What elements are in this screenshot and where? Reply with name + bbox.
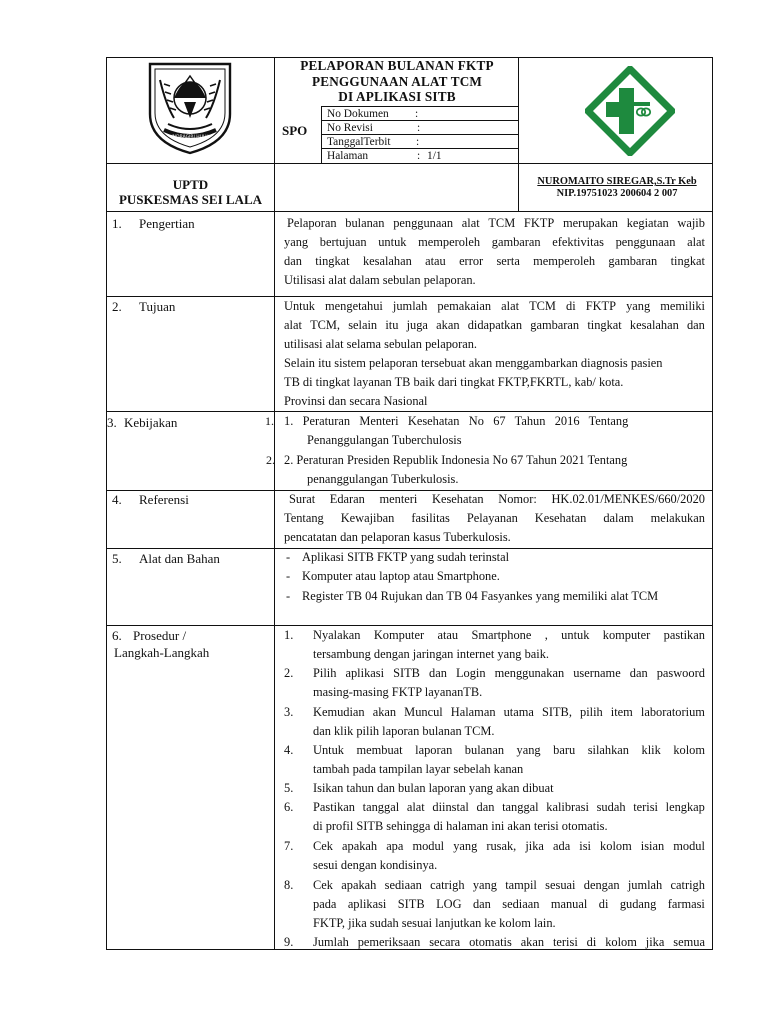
word: paswoord: [656, 666, 705, 680]
spo-label: SPO: [282, 123, 308, 138]
step-6-line-2: di profil SITB sehingga di halaman ini akan terisi otomatis.: [313, 819, 608, 833]
table-border-left: [106, 57, 107, 950]
word: catrigh: [430, 878, 465, 892]
word: Muncul: [404, 705, 443, 719]
section-title: Referensi: [139, 492, 189, 507]
signer-name: NUROMAITO SIREGAR,S.Tr Keb: [537, 176, 697, 187]
word: ada: [553, 839, 571, 853]
word: serta: [496, 254, 520, 268]
word: kolom: [600, 839, 632, 853]
word: Nyalakan: [313, 628, 361, 642]
meta-colon: :: [417, 122, 421, 134]
step-5-line-1: Isikan tahun dan bulan laporan yang akan dibuat: [313, 781, 554, 795]
word: semua: [673, 935, 705, 949]
word: pastikan: [663, 628, 705, 642]
word: dalam: [603, 511, 634, 525]
word: merupakan: [562, 216, 618, 230]
word: selain: [348, 318, 378, 332]
meta-label: TanggalTerbit: [327, 136, 391, 148]
word: aplikasi: [345, 666, 385, 680]
word: jika: [645, 935, 665, 949]
word: dan: [686, 318, 705, 332]
section-number: 2.: [112, 299, 122, 314]
word: silahkan: [587, 743, 629, 757]
org-line-1: UPTD: [172, 177, 209, 192]
word: untuk: [561, 628, 590, 642]
word: menggunakan: [494, 666, 565, 680]
step-9-line-1: [313, 933, 705, 952]
referensi-line-3: pencatatan dan pelaporan kasus Tuberkulosis.: [284, 530, 511, 544]
word: TCM,: [310, 318, 341, 332]
step-number-3: 3.: [284, 705, 294, 719]
step-number-4: 4.: [284, 743, 294, 757]
word: jumlah: [627, 878, 663, 892]
step-3-line-1: [313, 703, 705, 722]
word: didapatkan: [467, 318, 523, 332]
word: modul: [673, 839, 705, 853]
section-title: Prosedur /: [133, 628, 187, 643]
meta-label: Halaman: [327, 150, 369, 162]
word: mengetahui: [325, 299, 383, 313]
alat-item-1: Aplikasi SITB FKTP yang sudah terinstal: [302, 550, 510, 564]
word: bulanan: [464, 743, 505, 757]
word: wajib: [677, 216, 705, 230]
word: kegiatan: [626, 216, 669, 230]
word: tanggal: [362, 800, 400, 814]
step-6-line-1: [313, 798, 705, 817]
kebijakan-item-2-line-2: penanggulangan Tuberkulosis.: [307, 472, 459, 486]
kebijakan-item-2-line-1: 2. Peraturan Presiden Republik Indonesia No 67 Tahun 2021 Tentang: [284, 453, 628, 467]
step-number-6: 6.: [284, 800, 294, 814]
word: sesuai: [545, 878, 576, 892]
meta-rule-1: [321, 120, 518, 121]
word: ,: [544, 628, 548, 642]
section-title: Pengertian: [139, 216, 195, 231]
word: memiliki: [660, 299, 705, 313]
meta-colon: :: [416, 136, 420, 148]
step-number-5: 5.: [284, 781, 294, 795]
word: kolom: [673, 743, 705, 757]
alat-item-3: Register TB 04 Rujukan dan TB 04 Fasyankes yang memiliki alat TCM: [302, 589, 659, 603]
section-title: Alat dan Bahan: [139, 551, 220, 566]
word: itu: [385, 318, 399, 332]
meta-rule-2: [321, 134, 518, 135]
word: Kesehatan: [534, 511, 587, 525]
word: yang: [516, 743, 541, 757]
step-number-1: 1.: [284, 628, 294, 642]
word: Untuk: [313, 743, 344, 757]
step-7-line-1: [313, 837, 705, 856]
word: melakukan: [650, 511, 705, 525]
word: Jumlah: [313, 935, 349, 949]
word: Untuk: [284, 299, 315, 313]
word: gudang: [619, 897, 657, 911]
word: SITB: [397, 897, 425, 911]
word: Nomor:: [498, 492, 537, 506]
word: otomatis: [469, 935, 512, 949]
word: klik: [641, 743, 661, 757]
alat-item-2: Komputer atau laptop atau Smartphone.: [302, 569, 500, 583]
word: FKTP: [523, 216, 555, 230]
kebijakan-item-1-line-1: 1. Peraturan Menteri Kesehatan No 67 Tahun 2016 Tentang: [284, 414, 629, 428]
word: akan: [372, 705, 397, 719]
word: catrigh: [670, 878, 705, 892]
word: pemakaian: [437, 299, 492, 313]
word: Komputer: [373, 628, 425, 642]
word: laboratorium: [640, 705, 705, 719]
section-label-tujuan: [112, 299, 175, 315]
word: username: [573, 666, 621, 680]
word: di: [586, 935, 597, 949]
emblem-caption: INDRAGIRI HULU: [171, 135, 209, 140]
kebijakan-marker-2: 2.: [266, 453, 275, 467]
word: pada: [313, 897, 337, 911]
meta-colon: :: [417, 150, 421, 162]
step-1-line-1: [313, 626, 705, 645]
word: baru: [553, 743, 576, 757]
word: di: [566, 299, 576, 313]
referensi-line-1: [289, 490, 705, 509]
word: Smartphone: [471, 628, 532, 642]
step-number-7: 7.: [284, 839, 294, 853]
pengertian-line-4: Utilisasi alat dalam sebulan pelaporan.: [284, 273, 476, 287]
word: error: [459, 254, 484, 268]
title-underline: [321, 106, 518, 107]
meta-rule-3: [321, 148, 518, 149]
word: TCM: [529, 299, 556, 313]
word: farmasi: [667, 897, 705, 911]
word: tingkat: [315, 254, 350, 268]
header-bottom-rule: [106, 211, 713, 212]
section-title: Tujuan: [139, 299, 176, 314]
word: terisi: [552, 935, 578, 949]
word: Pelayanan: [466, 511, 518, 525]
word: fasilitas: [411, 511, 450, 525]
document-title: [276, 58, 518, 105]
tujuan-line-1: [284, 297, 705, 316]
section-label-prosedur: [112, 628, 186, 644]
tujuan-line-4: Selain itu sistem pelaporan tersebuat akan menggambarkan diagnosis pasien: [284, 356, 663, 370]
step-2-line-1: [313, 664, 705, 683]
word: kolom: [605, 935, 637, 949]
section-title: Kebijakan: [124, 415, 178, 430]
word: sediaan: [384, 878, 422, 892]
word: bulanan: [345, 216, 385, 230]
word: Surat: [289, 492, 316, 506]
word: di: [598, 897, 609, 911]
step-2-line-2: masing-masing FKTP layananTB.: [313, 685, 483, 699]
word: bertujuan: [319, 235, 367, 249]
section-label-alat: [112, 551, 220, 567]
meta-label: No Dokumen: [327, 108, 389, 120]
word: item: [610, 705, 633, 719]
word: pemeriksaan: [357, 935, 421, 949]
word: isian: [640, 839, 665, 853]
section-number: 3.: [107, 415, 117, 430]
section-number: 5.: [112, 551, 122, 566]
word: dan: [284, 254, 302, 268]
word: Login: [455, 666, 486, 680]
word: modul: [412, 839, 445, 853]
section-label-kebijakan: [107, 415, 177, 431]
word: atau: [425, 254, 446, 268]
word: Cek: [313, 878, 333, 892]
word: memperoleh: [418, 235, 481, 249]
tujuan-line-2: [284, 316, 705, 335]
section-number: 4.: [112, 492, 122, 507]
word: Cek: [313, 839, 333, 853]
word: juga: [406, 318, 428, 332]
word: Pilih: [313, 666, 337, 680]
word: dan: [476, 800, 495, 814]
word: kesalahan: [362, 254, 412, 268]
pengertian-line-1: [287, 214, 705, 233]
step-8-line-2: [313, 895, 705, 914]
word: rusak,: [486, 839, 517, 853]
word: Kesehatan: [432, 492, 484, 506]
tujuan-line-3: utilisasi alat selama sebulan pelaporan.: [284, 337, 478, 351]
title-line-3: DI APLIKASI SITB: [338, 89, 456, 104]
section-label-prosedur-2: Langkah-Langkah: [114, 645, 210, 660]
meta-label: No Revisi: [327, 122, 373, 134]
word: yang: [453, 839, 478, 853]
word: gambaran: [608, 254, 658, 268]
section-number: 6.: [112, 628, 122, 643]
word: aplikasi: [347, 897, 387, 911]
alat-bullet-1: -: [286, 550, 291, 564]
step-8-line-3: FKTP, jika sudah sesuai lanjutkan ke kolom lain.: [313, 916, 556, 930]
word: SITB: [393, 666, 420, 680]
pengertian-line-3: [284, 252, 705, 271]
word: dengan: [583, 878, 620, 892]
word: sediaan: [502, 897, 540, 911]
word: komputer: [602, 628, 651, 642]
word: Kewajiban: [340, 511, 395, 525]
word: apakah: [341, 878, 377, 892]
word: HK.02.01/MENKES/660/2020: [551, 492, 705, 506]
step-4-line-2: tambah pada tampilan layar sebelah kanan: [313, 762, 524, 776]
word: jika: [525, 839, 544, 853]
word: Kemudian: [313, 705, 365, 719]
org-line-2: PUSKESMAS SEI LALA: [118, 192, 263, 207]
word: efektivitas: [552, 235, 604, 249]
word: akan: [436, 318, 460, 332]
pengertian-line-2: [284, 233, 705, 252]
word: yang: [284, 235, 309, 249]
word: untuk: [378, 235, 407, 249]
word: isi: [579, 839, 591, 853]
word: akan: [520, 935, 545, 949]
word: penggunaan: [615, 235, 676, 249]
word: dan: [629, 666, 648, 680]
meta-page-value: 1/1: [427, 150, 442, 162]
word: Pastikan: [313, 800, 355, 814]
step-1-line-2: tersambung dengan jaringan internet yang baik.: [313, 647, 550, 661]
word: sudah: [596, 800, 626, 814]
title-line-1: PELAPORAN BULANAN FKTP: [300, 58, 494, 73]
word: membuat: [356, 743, 403, 757]
word: tingkat: [670, 254, 705, 268]
word: FKTP: [585, 299, 617, 313]
word: atau: [437, 628, 459, 642]
header-divider-1: [274, 57, 275, 950]
word: Pelaporan: [287, 216, 337, 230]
alat-bullet-2: -: [286, 569, 291, 583]
word: alat: [501, 299, 520, 313]
word: laporan: [415, 743, 453, 757]
alat-bullet-3: -: [286, 589, 291, 603]
word: jumlah: [392, 299, 428, 313]
word: utama: [503, 705, 534, 719]
step-4-line-1: [313, 741, 705, 760]
word: alat: [284, 318, 302, 332]
signer-nip: NIP.19751023 200604 2 007: [556, 188, 678, 199]
word: kalibrasi: [546, 800, 589, 814]
word: terisi: [633, 800, 658, 814]
title-line-2: PENGGUNAAN ALAT TCM: [311, 73, 483, 89]
word: Halaman: [450, 705, 496, 719]
section-label-pengertian: [112, 216, 195, 232]
word: Tentang: [284, 511, 324, 525]
section-number: 1.: [112, 216, 122, 231]
header-mid-rule: [106, 163, 713, 164]
word: menteri: [379, 492, 418, 506]
word: tingkat: [587, 318, 622, 332]
signer-block: [521, 176, 713, 200]
step-number-9: 9.: [284, 935, 294, 949]
word: TCM: [488, 216, 516, 230]
step-number-2: 2.: [284, 666, 294, 680]
word: gambaran: [491, 235, 541, 249]
word: memperoleh: [533, 254, 596, 268]
word: yang: [472, 878, 497, 892]
step-7-line-2: sesui dengan kondisinya.: [313, 858, 438, 872]
word: gambaran: [530, 318, 580, 332]
word: tanggal: [502, 800, 539, 814]
word: Edaran: [329, 492, 365, 506]
word: penggunaan: [393, 216, 454, 230]
tujuan-line-5: TB di tingkat layanan TB baik dari tingkat FKTP,FKRTL, kab/ kota.: [284, 375, 624, 389]
section-label-referensi: [112, 492, 189, 508]
regency-emblem-icon: [144, 60, 236, 156]
word: apakah: [342, 839, 378, 853]
kebijakan-marker-1: 1.: [265, 414, 274, 428]
step-8-line-1: [313, 876, 705, 895]
word: apa: [386, 839, 404, 853]
step-number-8: 8.: [284, 878, 294, 892]
word: alat: [406, 800, 425, 814]
word: tampil: [505, 878, 537, 892]
word: dan: [472, 897, 491, 911]
word: alat: [687, 235, 705, 249]
word: manual: [550, 897, 588, 911]
puskesmas-cross-icon: [585, 66, 675, 156]
header-divider-2: [518, 57, 519, 212]
word: alat: [461, 216, 480, 230]
word: dan: [429, 666, 447, 680]
word: kesalahan: [629, 318, 679, 332]
word: LOG: [436, 897, 462, 911]
word: SITB,: [541, 705, 572, 719]
word: secara: [429, 935, 461, 949]
word: lengkap: [665, 800, 705, 814]
tujuan-line-6: Provinsi dan secara Nasional: [284, 394, 428, 408]
step-3-line-2: dan klik pilih laporan bulanan TCM.: [313, 724, 495, 738]
word: yang: [626, 299, 651, 313]
word: pilih: [580, 705, 603, 719]
organization-name: [108, 177, 273, 207]
referensi-line-2: [284, 509, 705, 528]
word: diinstal: [432, 800, 469, 814]
kebijakan-item-1-line-2: Penanggulangan Tuberchulosis: [307, 433, 462, 447]
meta-colon: :: [415, 108, 419, 120]
